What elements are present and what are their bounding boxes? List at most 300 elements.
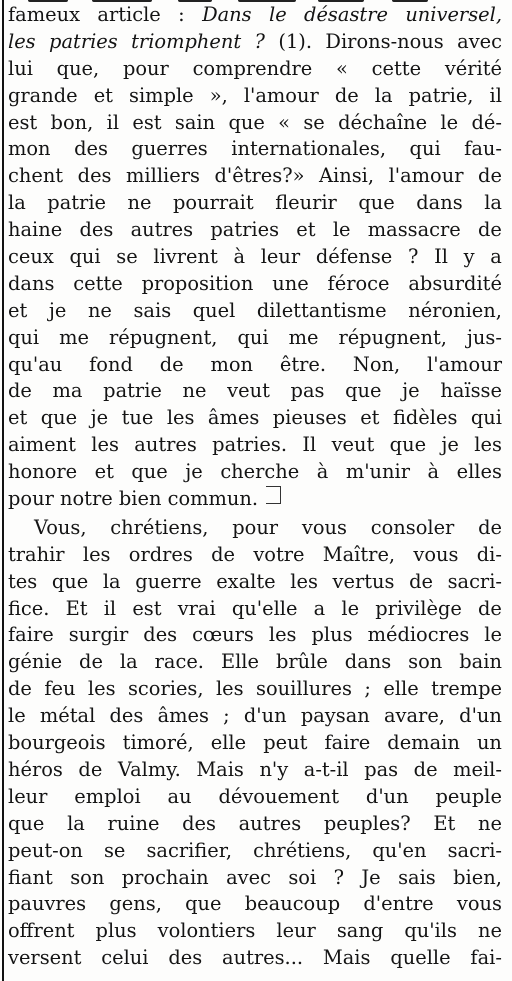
- word: la: [67, 811, 85, 835]
- word: autres: [130, 218, 194, 242]
- text-line: [8, 649, 502, 676]
- word: la: [8, 191, 26, 215]
- text-line: [8, 29, 502, 56]
- word: à: [316, 460, 329, 484]
- word: est: [132, 596, 162, 620]
- word: autres: [238, 811, 302, 835]
- word: Je: [361, 865, 381, 889]
- word: je: [90, 406, 109, 430]
- word: je: [48, 298, 67, 322]
- text-line: [8, 325, 502, 352]
- word: qui: [409, 137, 441, 161]
- word: sain: [174, 110, 216, 134]
- text-line: [8, 83, 502, 110]
- italic-quote: les patries triomphent ?: [8, 29, 265, 53]
- word: néronien,: [408, 298, 502, 322]
- word: faire: [324, 731, 371, 755]
- word: elle: [383, 677, 419, 701]
- word: Elle: [220, 650, 259, 674]
- word: feu: [44, 677, 76, 701]
- word: leur: [260, 245, 301, 269]
- word: et: [360, 406, 380, 430]
- word: honore: [8, 460, 78, 484]
- word: vérité: [444, 56, 502, 80]
- word: avec: [226, 865, 271, 889]
- text-column: [8, 2, 502, 972]
- word: dans: [344, 650, 392, 674]
- word: que: [389, 433, 427, 457]
- word: leur: [276, 919, 316, 943]
- word: que: [8, 811, 45, 835]
- word: que: [185, 892, 222, 916]
- word: peuple: [435, 784, 502, 808]
- word: d'un: [243, 704, 287, 728]
- word: Mais: [322, 946, 371, 970]
- word: Vous,: [34, 515, 87, 539]
- word: dévouement: [218, 784, 340, 808]
- word: que: [228, 110, 265, 134]
- word: que: [345, 379, 382, 403]
- word: et: [93, 83, 113, 107]
- word: elles: [456, 460, 502, 484]
- word: tue: [121, 406, 154, 430]
- text-line: [8, 918, 502, 945]
- word: la: [102, 569, 121, 593]
- text-line: [8, 811, 502, 838]
- word: déchaîne: [338, 110, 428, 134]
- word: pourrait: [173, 191, 254, 215]
- word: fiant: [8, 865, 53, 889]
- word: de: [478, 164, 502, 188]
- word: les: [166, 406, 195, 430]
- word: la: [484, 191, 502, 215]
- word: jus-: [466, 325, 502, 349]
- word: est: [132, 110, 162, 134]
- word: me: [59, 325, 89, 349]
- word: être.: [279, 352, 327, 376]
- word: ;: [364, 677, 371, 701]
- text-line: [8, 190, 502, 217]
- paragraph-1: [8, 2, 502, 513]
- word: vous: [456, 892, 502, 916]
- word: Et: [433, 811, 456, 835]
- word: son: [70, 865, 105, 889]
- word: et: [8, 406, 28, 430]
- word: di-: [476, 542, 502, 566]
- word: l'amour: [243, 83, 319, 107]
- word: de: [409, 569, 433, 593]
- word: des: [109, 704, 144, 728]
- word: exalte: [216, 569, 276, 593]
- word: quelle: [390, 946, 451, 970]
- word: qu'elle: [231, 596, 298, 620]
- word: sais: [398, 865, 436, 889]
- word: fidèles: [392, 406, 458, 430]
- word: faire: [8, 623, 54, 647]
- word: les: [87, 677, 116, 701]
- word: peut-on: [8, 838, 83, 862]
- word: sacri-: [447, 838, 502, 862]
- word: paysan: [300, 704, 370, 728]
- word: absurdité: [408, 271, 502, 295]
- word: des: [79, 218, 114, 242]
- word: ;: [223, 704, 230, 728]
- word: scories,: [127, 677, 204, 701]
- word: défense: [315, 245, 393, 269]
- word: dé-: [471, 110, 502, 134]
- word: les: [91, 433, 119, 457]
- word: son: [408, 650, 443, 674]
- word: prochain: [121, 865, 209, 889]
- word: patrie,: [408, 83, 474, 107]
- text-line: [8, 569, 502, 596]
- word: race.: [154, 650, 204, 674]
- word: bien,: [453, 865, 502, 889]
- word: qui: [470, 406, 502, 430]
- word: mon: [210, 352, 254, 376]
- word: vertus: [332, 569, 395, 593]
- word: privilège: [375, 596, 462, 620]
- word: bain: [459, 650, 502, 674]
- word: le: [332, 218, 351, 242]
- word: Il: [434, 245, 448, 269]
- word: est: [8, 110, 38, 134]
- text-line: [8, 784, 502, 811]
- word: qui: [8, 325, 40, 349]
- word: à: [427, 460, 440, 484]
- word: il: [103, 596, 117, 620]
- word: milliers: [126, 164, 200, 188]
- word: patrie: [103, 379, 162, 403]
- text-line: [8, 271, 502, 298]
- word: je: [185, 460, 203, 484]
- word: de: [478, 596, 502, 620]
- word: celui: [101, 946, 149, 970]
- word: plus: [95, 919, 137, 943]
- word: brûle: [275, 650, 328, 674]
- word: a: [313, 596, 326, 620]
- word: de: [79, 650, 103, 674]
- word: Non,: [352, 352, 401, 376]
- word: âmes: [207, 406, 260, 430]
- word: les: [474, 433, 502, 457]
- word: pieuses: [272, 406, 347, 430]
- word: vrai: [177, 596, 216, 620]
- word: votre: [253, 542, 305, 566]
- word: des: [143, 623, 178, 647]
- word: quel: [192, 298, 236, 322]
- word: fice.: [8, 596, 50, 620]
- word: pas: [364, 757, 399, 781]
- word: se: [303, 110, 325, 134]
- word: offrent: [8, 919, 75, 943]
- word: trahir: [8, 542, 65, 566]
- word: un: [476, 731, 502, 755]
- word: âmes: [157, 704, 209, 728]
- word: ne: [127, 191, 152, 215]
- word: les: [290, 569, 318, 593]
- word: de: [413, 757, 438, 781]
- text-line: [8, 865, 502, 892]
- word: veut: [331, 433, 375, 457]
- word: cette: [73, 271, 123, 295]
- word: beaucoup: [244, 892, 341, 916]
- word: veut: [227, 379, 270, 403]
- word: Il: [302, 433, 317, 457]
- word: chrétiens,: [253, 838, 352, 862]
- word: chent: [8, 164, 64, 188]
- word: Ainsi,: [319, 164, 375, 188]
- word: lui: [8, 56, 33, 80]
- word: ruine: [107, 811, 160, 835]
- word: de: [334, 83, 359, 107]
- word: haine: [8, 218, 63, 242]
- word: pauvres: [8, 892, 87, 916]
- word: elle: [210, 731, 247, 755]
- word: de: [478, 515, 502, 539]
- word: volontiers: [157, 919, 256, 943]
- word: les: [268, 623, 297, 647]
- word: Valmy.: [117, 757, 181, 781]
- word: timoré,: [122, 731, 194, 755]
- word: il: [489, 83, 502, 107]
- text-line: [8, 110, 502, 137]
- text-line: [8, 838, 502, 865]
- word: grande: [8, 83, 78, 107]
- text-line: [8, 730, 502, 757]
- word: fau-: [464, 137, 502, 161]
- word: dans: [416, 191, 463, 215]
- word: autres: [134, 433, 197, 457]
- text-line: [8, 596, 502, 623]
- word: une: [272, 271, 309, 295]
- word: «: [336, 56, 348, 80]
- word: emploi: [74, 784, 141, 808]
- word: Et: [65, 596, 88, 620]
- word: répugnent,: [338, 325, 447, 349]
- word: d'un: [459, 704, 502, 728]
- word: livrent: [153, 245, 218, 269]
- text-line: [8, 163, 502, 190]
- line-text: fameux article : Dans le désastre universel,: [8, 3, 502, 26]
- word: pour: [122, 56, 169, 80]
- word: cette: [371, 56, 422, 80]
- word: massacre: [367, 218, 461, 242]
- word: sais: [133, 298, 172, 322]
- word: consoler: [370, 515, 455, 539]
- word: soi: [288, 865, 317, 889]
- word: pour: [232, 515, 279, 539]
- word: de: [478, 218, 502, 242]
- text-line: [8, 352, 502, 379]
- text-line: [8, 136, 502, 163]
- text-line: [8, 891, 502, 918]
- word: des: [168, 946, 203, 970]
- word: que: [51, 569, 89, 593]
- word: héros: [8, 757, 63, 781]
- word: haïsse: [440, 379, 502, 403]
- paragraph-2: [8, 515, 502, 972]
- word: m'unir: [345, 460, 410, 484]
- word: dilettantisme: [256, 298, 387, 322]
- text-line: [8, 298, 502, 325]
- word: je: [441, 433, 459, 457]
- word: autres...: [222, 946, 304, 970]
- text-line: [8, 703, 502, 730]
- word: cherche: [220, 460, 300, 484]
- word: la: [119, 650, 138, 674]
- word: des: [182, 811, 216, 835]
- word: ne: [477, 919, 502, 943]
- text-line: [8, 757, 502, 784]
- word: fai-: [470, 946, 502, 970]
- word: le: [8, 704, 26, 728]
- word: et: [94, 460, 114, 484]
- word: patries.: [212, 433, 287, 457]
- word: qui: [237, 325, 269, 349]
- word: leur: [8, 784, 48, 808]
- text-line: [8, 56, 502, 83]
- italic-quote: Dans le désastre universel,: [202, 3, 502, 26]
- word: que: [358, 191, 395, 215]
- text-line: [8, 542, 502, 569]
- word: comprendre: [192, 56, 313, 80]
- word: peut: [263, 731, 308, 755]
- word: qu'en: [372, 838, 427, 862]
- word: dans: [8, 271, 55, 295]
- word: au: [167, 784, 192, 808]
- word: gens,: [109, 892, 162, 916]
- word: proposition: [141, 271, 254, 295]
- word: ceux: [8, 245, 54, 269]
- word: bon,: [50, 110, 94, 134]
- word: y: [463, 245, 475, 269]
- word: souillures: [256, 677, 352, 701]
- text-line: [8, 432, 502, 459]
- word: vous: [413, 542, 459, 566]
- word: demain: [387, 731, 460, 755]
- word: et: [296, 218, 316, 242]
- word: plus: [311, 623, 353, 647]
- word: ?: [407, 245, 419, 269]
- word: ne: [87, 298, 112, 322]
- word: et: [8, 298, 28, 322]
- word: que: [40, 406, 78, 430]
- word: ne: [182, 379, 207, 403]
- text-line: [8, 244, 502, 271]
- word: ?: [333, 865, 344, 889]
- bracket-mark-icon: [266, 486, 281, 504]
- word: aiment: [8, 433, 76, 457]
- word: de: [211, 542, 236, 566]
- word: se: [103, 838, 126, 862]
- word: le: [484, 623, 502, 647]
- word: bourgeois: [8, 731, 106, 755]
- word: à: [233, 245, 246, 269]
- word: ordres: [128, 542, 193, 566]
- word: les: [82, 542, 111, 566]
- word: des: [74, 137, 108, 161]
- text-line: [8, 2, 502, 29]
- word: n'y: [259, 757, 289, 781]
- word: fleurir: [275, 191, 337, 215]
- word: je: [402, 379, 420, 403]
- text-line: [8, 622, 502, 649]
- word: de: [8, 677, 32, 701]
- word: des: [77, 164, 112, 188]
- word: que,: [56, 56, 100, 80]
- word: de: [78, 757, 103, 781]
- text-line: [8, 676, 502, 703]
- word: guerres: [131, 137, 208, 161]
- word: médiocres: [367, 623, 470, 647]
- word: métal: [39, 704, 96, 728]
- word: pas: [290, 379, 325, 403]
- word: internationales,: [231, 137, 387, 161]
- word: l'amour: [427, 352, 502, 376]
- word: de: [8, 379, 32, 403]
- word: chrétiens,: [110, 515, 209, 539]
- word: patrie: [47, 191, 106, 215]
- word: guerre: [135, 569, 202, 593]
- word: il: [106, 110, 120, 134]
- word: se: [116, 245, 138, 269]
- word: fond: [89, 352, 133, 376]
- word: tes: [8, 569, 38, 593]
- word: le: [440, 110, 459, 134]
- word: Mais: [196, 757, 244, 781]
- word: d'entre: [363, 892, 434, 916]
- word: meil-: [453, 757, 502, 781]
- word: me: [288, 325, 319, 349]
- word: qu'ils: [404, 919, 457, 943]
- word: «: [278, 110, 291, 134]
- word: cœurs: [192, 623, 254, 647]
- line-text: pour notre bien commun.: [8, 487, 259, 511]
- word: les: [215, 677, 244, 701]
- word: »,: [209, 83, 228, 107]
- word: versent: [8, 946, 82, 970]
- left-column-rule: [2, 0, 4, 981]
- word: trempe: [431, 677, 502, 701]
- text-line: [8, 405, 502, 432]
- word: le: [341, 596, 360, 620]
- word: sacri-: [447, 569, 502, 593]
- word: qu'au: [8, 352, 63, 376]
- word: sang: [336, 919, 384, 943]
- word: ne: [477, 811, 502, 835]
- word: de: [159, 352, 184, 376]
- word: patries: [210, 218, 280, 242]
- word: que: [131, 460, 168, 484]
- word: la: [374, 83, 393, 107]
- text-line: [8, 945, 502, 972]
- word: d'êtres?»: [214, 164, 305, 188]
- text-line: [8, 459, 502, 486]
- line-text: les patries triomphent ? (1). Dirons-nous avec: [8, 29, 502, 53]
- word: mon: [8, 137, 51, 161]
- word: répugnent,: [108, 325, 218, 349]
- word: avare,: [383, 704, 445, 728]
- word: féroce: [327, 271, 390, 295]
- word: sacrifier,: [146, 838, 233, 862]
- word: d'un: [365, 784, 409, 808]
- text-line-last: [8, 486, 502, 513]
- word: Maître,: [322, 542, 396, 566]
- word: a-t-il: [303, 757, 349, 781]
- word: l'amour: [388, 164, 464, 188]
- word: ma: [52, 379, 83, 403]
